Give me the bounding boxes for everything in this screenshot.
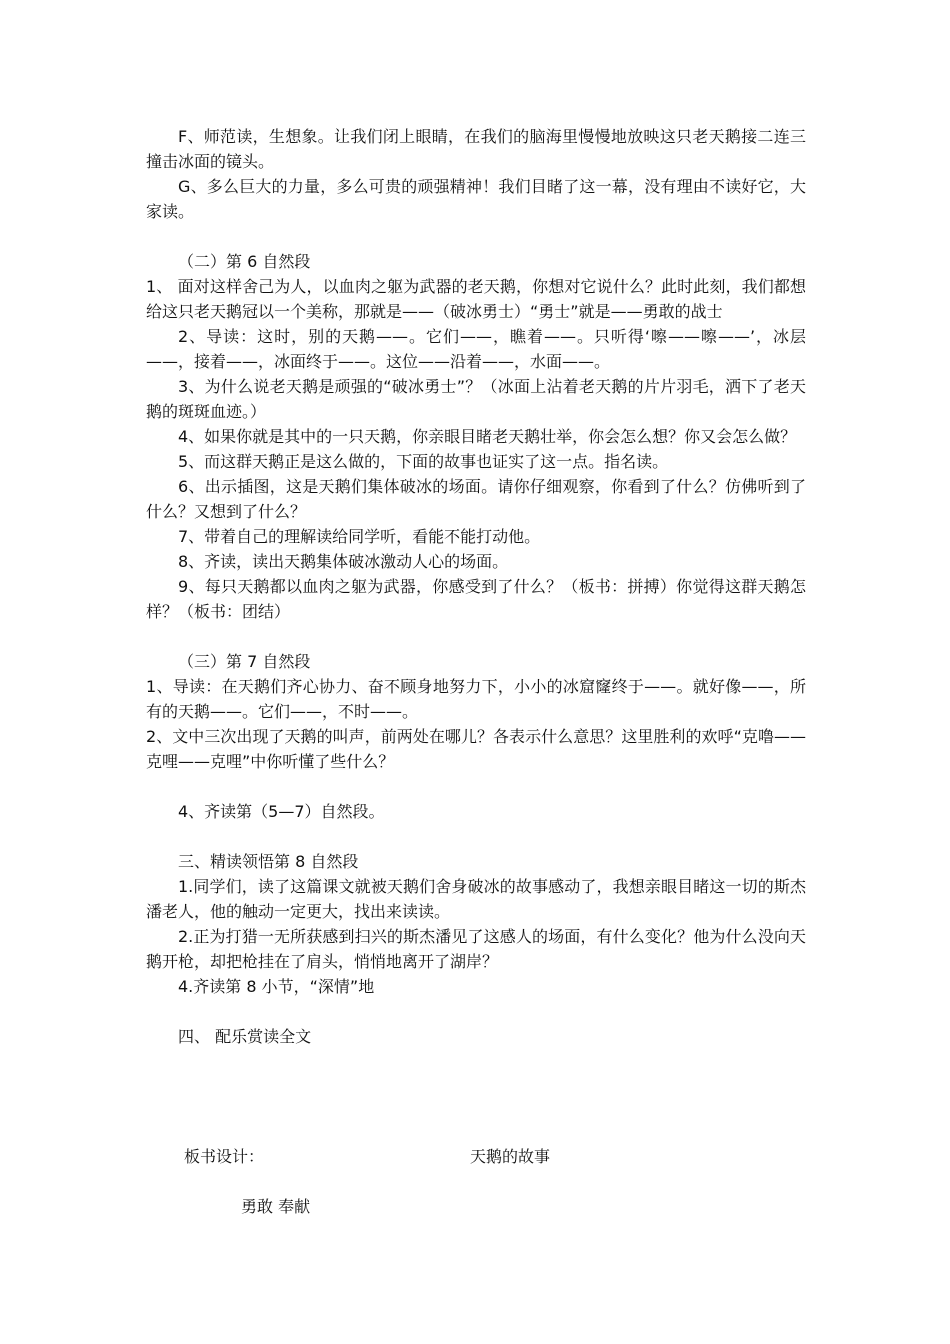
board-design-label: 板书设计： (184, 1147, 265, 1166)
list-item: 6、出示插图，这是天鹅们集体破冰的场面。请你仔细观察，你看到了什么？仿佛听到了什么？又想到了什么？ (146, 477, 806, 521)
list-item: 1、导读：在天鹅们齐心协力、奋不顾身地努力下，小小的冰窟窿终于——。就好像——，所有的天鹅——。它们——，不时——。 (146, 677, 806, 721)
list-item: 3、为什么说老天鹅是顽强的“破冰勇士”？（冰面上沾着老天鹅的片片羽毛，洒下了老天鹅的斑斑血迹。） (146, 377, 806, 421)
section-heading-7: （三）第 7 自然段 (178, 652, 311, 671)
list-item: 8、齐读，读出天鹅集体破冰激动人心的场面。 (178, 552, 509, 571)
paragraph-g: G、多么巨大的力量，多么可贵的顽强精神！我们目睹了这一幕，没有理由不读好它，大家读。 (146, 177, 806, 221)
paragraph-f: F、师范读，生想象。让我们闭上眼睛，在我们的脑海里慢慢地放映这只老天鹅接二连三撞击冰面的镜头。 (146, 127, 806, 171)
list-item: 2、文中三次出现了天鹅的叫声，前两处在哪儿？各表示什么意思？这里胜利的欢呼“克噜——克哩——克哩”中你听懂了些什么？ (146, 727, 806, 771)
list-item: 1.同学们，读了这篇课文就被天鹅们舍身破冰的故事感动了，我想亲眼目睹这一切的斯杰潘老人，他的触动一定更大，找出来读读。 (146, 877, 806, 921)
list-item: 4.齐读第 8 小节，“深情”地 (178, 977, 375, 996)
list-item: 4、如果你就是其中的一只天鹅，你亲眼目睹老天鹅壮举，你会怎么想？你又会怎么做？ (178, 427, 797, 446)
list-item: 1、 面对这样舍己为人，以血肉之躯为武器的老天鹅，你想对它说什么？此时此刻，我们都想给这只老天鹅冠以一个美称，那就是——（破冰勇士）“勇士”就是——勇敢的战士 (146, 277, 806, 321)
section-heading-6: （二）第 6 自然段 (178, 252, 311, 271)
list-item: 5、而这群天鹅正是这么做的，下面的故事也证实了这一点。指名读。 (178, 452, 669, 471)
list-item: 4、齐读第（5—7）自然段。 (178, 802, 385, 821)
board-title: 天鹅的故事 (470, 1147, 551, 1166)
document-body (146, 124, 806, 1049)
list-item: 2.正为打猎一无所获感到扫兴的斯杰潘见了这感人的场面，有什么变化？他为什么没向天鹅开枪，却把枪挂在了肩头，悄悄地离开了湖岸？ (146, 927, 806, 971)
board-words: 勇敢 奉献 (241, 1197, 311, 1216)
list-item: 7、带着自己的理解读给同学听，看能不能打动他。 (178, 527, 541, 546)
section-heading-4: 四、 配乐赏读全文 (178, 1027, 312, 1046)
list-item: 9、每只天鹅都以血肉之躯为武器，你感受到了什么？（板书：拼搏）你觉得这群天鹅怎样？（板书：团结） (146, 577, 806, 621)
list-item: 2、导读：这时，别的天鹅——。它们——，瞧着——。只听得‘嚓——嚓——’，冰层——，接着——，冰面终于——。这位——沿着——，水面——。 (146, 327, 806, 371)
section-heading-8: 三、精读领悟第 8 自然段 (178, 852, 359, 871)
